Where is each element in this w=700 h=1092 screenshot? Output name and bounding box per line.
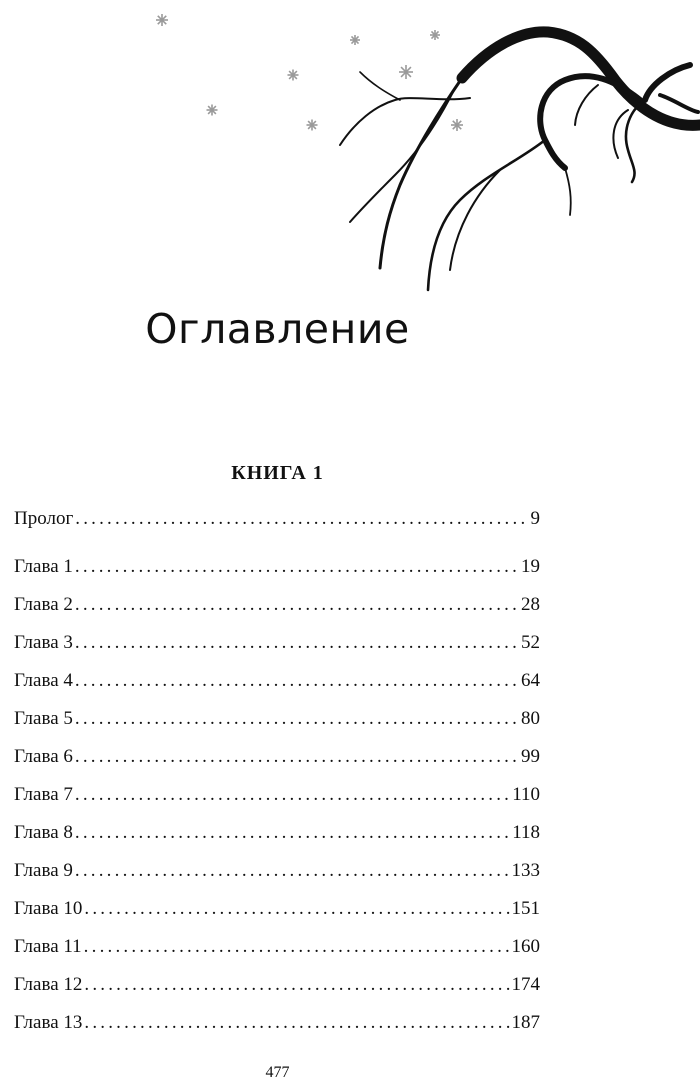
- toc-entry-page: 28: [521, 594, 540, 615]
- toc-entry-page: 118: [512, 822, 540, 843]
- toc-leader-dots: [75, 738, 519, 776]
- table-of-contents: [14, 500, 540, 1042]
- toc-entry-label: Глава 6: [14, 746, 73, 767]
- toc-leader-dots: [84, 1004, 509, 1042]
- toc-leader-dots: [84, 890, 509, 928]
- snowflake-icon: [399, 65, 413, 79]
- toc-entry-page: 80: [521, 708, 540, 729]
- toc-entry-chapter-13[interactable]: [14, 1004, 540, 1042]
- toc-entry-chapter-5[interactable]: [14, 700, 540, 738]
- toc-entry-label: Глава 2: [14, 594, 73, 615]
- toc-entry-page: 52: [521, 632, 540, 653]
- page-title: Оглавление: [145, 305, 410, 353]
- toc-entry-label: Глава 10: [14, 898, 83, 919]
- toc-leader-dots: [75, 586, 519, 624]
- toc-entry-chapter-4[interactable]: [14, 662, 540, 700]
- book-heading: КНИГА 1: [231, 462, 324, 484]
- snowflake-icon: [156, 14, 168, 26]
- toc-entry-label: Глава 11: [14, 936, 82, 957]
- toc-entry-label: Глава 13: [14, 1012, 83, 1033]
- toc-entry-chapter-6[interactable]: [14, 738, 540, 776]
- toc-entry-chapter-3[interactable]: [14, 624, 540, 662]
- toc-entry-page: 64: [521, 670, 540, 691]
- snowflake-icon: [350, 35, 360, 45]
- toc-entry-page: 151: [511, 898, 540, 919]
- toc-entry-label: Глава 9: [14, 860, 73, 881]
- toc-entry-chapter-2[interactable]: [14, 586, 540, 624]
- toc-leader-dots: [84, 966, 509, 1004]
- snowflake-icon: [288, 70, 299, 81]
- toc-entry-page: 187: [511, 1012, 540, 1033]
- toc-entry-page: 174: [511, 974, 540, 995]
- toc-entry-label: Глава 8: [14, 822, 73, 843]
- toc-leader-dots: [75, 662, 519, 700]
- page-number: 477: [265, 1064, 290, 1081]
- snowflake-icon: [451, 119, 463, 131]
- toc-leader-dots: [75, 548, 519, 586]
- toc-entry-page: 133: [511, 860, 540, 881]
- toc-entry-label: Пролог: [14, 508, 74, 529]
- toc-entry-chapter-8[interactable]: [14, 814, 540, 852]
- toc-entry-page: 160: [511, 936, 540, 957]
- tree-branch-illustration: [0, 0, 700, 300]
- toc-leader-dots: [75, 500, 528, 538]
- toc-entry-chapter-9[interactable]: [14, 852, 540, 890]
- toc-entry-chapter-11[interactable]: [14, 928, 540, 966]
- toc-entry-label: Глава 7: [14, 784, 73, 805]
- snowflake-icon: [430, 30, 440, 40]
- toc-entry-label: Глава 1: [14, 556, 73, 577]
- toc-entry-chapter-12[interactable]: [14, 966, 540, 1004]
- toc-entry-chapter-7[interactable]: [14, 776, 540, 814]
- toc-leader-dots: [75, 852, 510, 890]
- toc-entry-chapter-10[interactable]: [14, 890, 540, 928]
- toc-entry-prologue[interactable]: [14, 500, 540, 548]
- toc-entry-chapter-1[interactable]: [14, 548, 540, 586]
- toc-entry-page: 19: [521, 556, 540, 577]
- snowflake-icon: [307, 120, 318, 131]
- toc-entry-page: 110: [512, 784, 540, 805]
- toc-leader-dots: [75, 776, 510, 814]
- toc-entry-label: Глава 3: [14, 632, 73, 653]
- snowflakes: [156, 14, 463, 131]
- snowflake-icon: [207, 105, 218, 116]
- toc-leader-dots: [75, 624, 519, 662]
- toc-leader-dots: [84, 928, 510, 966]
- toc-leader-dots: [75, 700, 519, 738]
- toc-entry-label: Глава 4: [14, 670, 73, 691]
- toc-entry-page: 99: [521, 746, 540, 767]
- toc-leader-dots: [75, 814, 510, 852]
- toc-entry-label: Глава 5: [14, 708, 73, 729]
- toc-entry-page: 9: [530, 508, 540, 529]
- branch-icon: [340, 32, 700, 290]
- toc-entry-label: Глава 12: [14, 974, 83, 995]
